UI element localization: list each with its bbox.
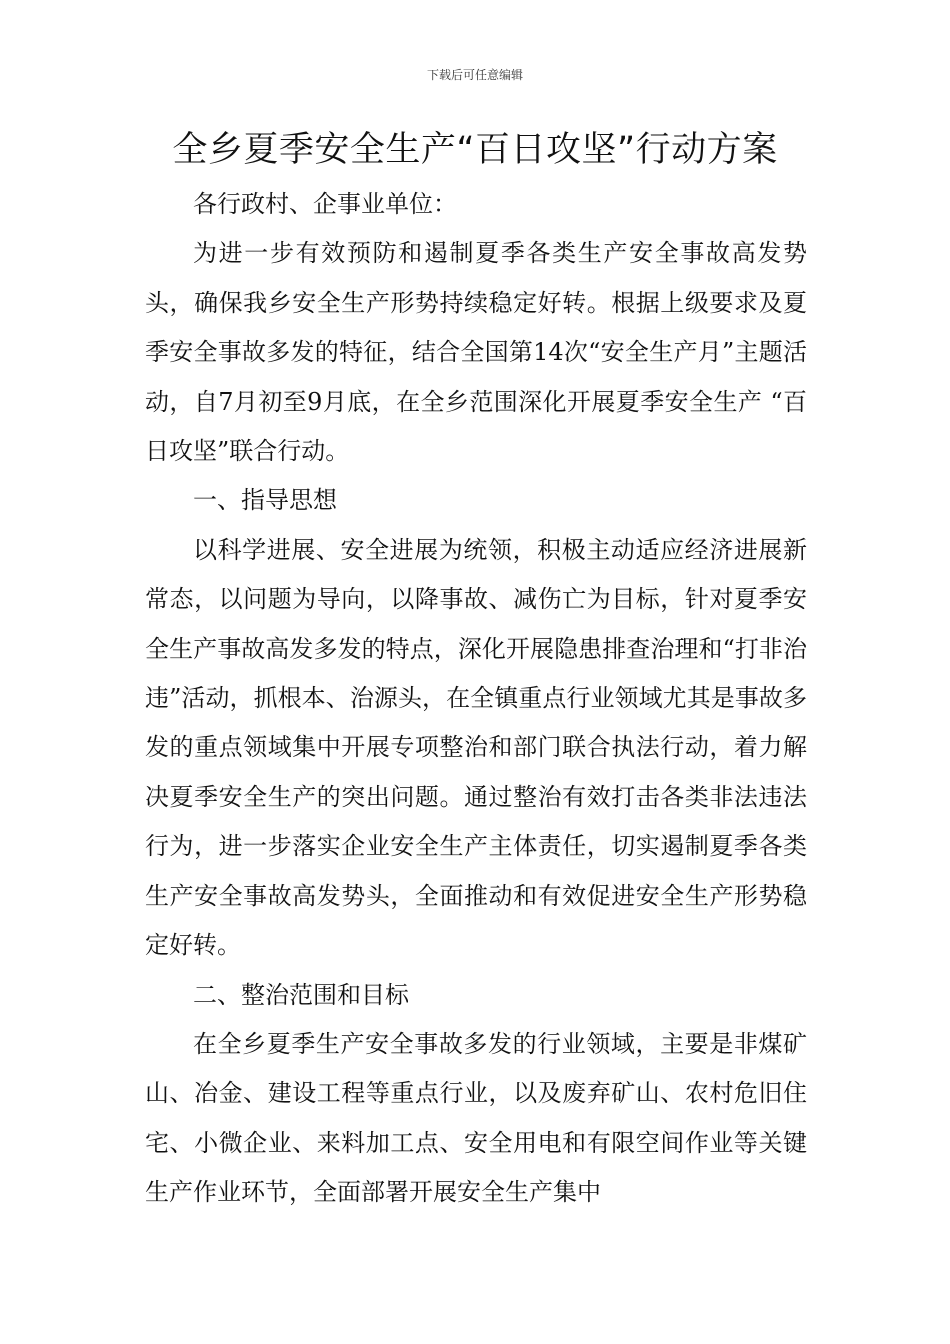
section-heading-scope-targets: 二、整治范围和目标 <box>193 980 409 1009</box>
page-header: 下载后可任意编辑 <box>426 68 523 82</box>
scope-targets-paragraph: 在全乡夏季生产安全事故多发的行业领域，主要是非煤矿山、冶金、建设工程等重点行业，以及废弃矿山、农村危旧住宅、小微企业、来料加工点、安全用电和有限空间作业等关键生产作业环节，全面部署开展安全生产集中 <box>145 1029 807 1207</box>
intro-paragraph: 为进一步有效预防和遏制夏季各类生产安全事故高发势头，确保我乡安全生产形势持续稳定好转。根据上级要求及夏季安全事故多发的特征，结合全国第14次“安全生产月”主题活动，自7月初至9月底，在全乡范围深化开展夏季安全生产 “百日攻坚”联合行动。 <box>145 239 807 466</box>
document-body <box>145 180 807 1218</box>
salutation: 各行政村、企事业单位： <box>193 190 457 218</box>
guiding-ideology-paragraph: 以科学进展、安全进展为统领，积极主动适应经济进展新常态，以问题为导向，以降事故、减伤亡为目标，针对夏季安全生产事故高发多发的特点，深化开展隐患排查治理和“打非治违”活动，抓根本、治源头，在全镇重点行业领域尤其是事故多发的重点领域集中开展专项整治和部门联合执法行动，着力解决夏季安全生产的突出问题。通过整治有效打击各类非法违法行为，进一步落实企业安全生产主体责任，切实遏制夏季各类生产安全事故高发势头，全面推动和有效促进安全生产形势稳定好转。 <box>145 535 807 960</box>
document-title: 全乡夏季安全生产“百日攻坚”行动方案 <box>172 130 778 170</box>
section-heading-guiding-ideology: 一、指导思想 <box>193 486 337 515</box>
